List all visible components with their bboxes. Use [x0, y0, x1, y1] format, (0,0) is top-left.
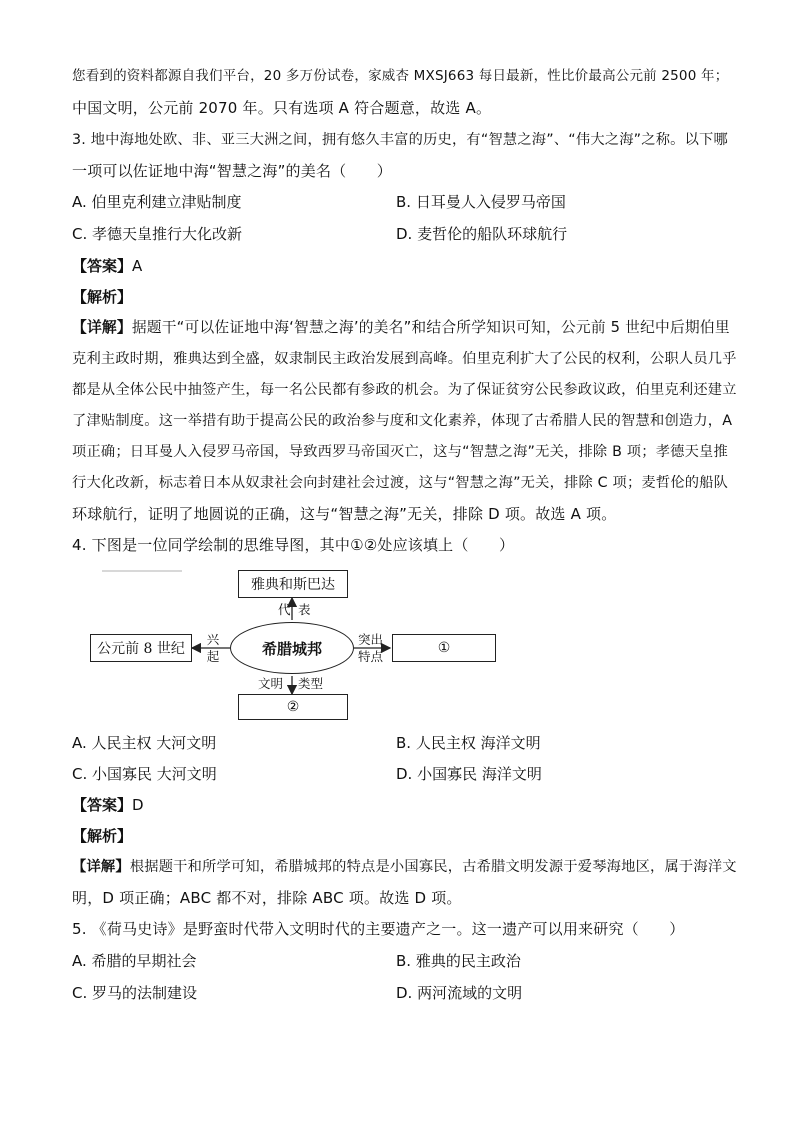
right-label-1: 突出	[358, 632, 384, 647]
q4-analysis-label: 【解析】	[72, 827, 133, 845]
q3-analysis-label: 【解析】	[72, 288, 133, 306]
q3-detail-line-1	[72, 318, 730, 338]
top-box: 雅典和斯巴达	[238, 570, 348, 598]
q3-stem-line-2: 一项可以佐证地中海“智慧之海”的美名（ ）	[72, 162, 392, 180]
q5-option-d: D. 两河流域的文明	[396, 984, 523, 1002]
q4-detail-line-1	[72, 857, 737, 877]
q5-option-c: C. 罗马的法制建设	[72, 984, 198, 1002]
q3-detail-line-4: 了津贴制度。这一举措有助于提高公民的政治参与度和文化素养，体现了古希腊人民的智慧和创造力，A	[72, 413, 733, 429]
left-label-2: 起	[206, 649, 220, 664]
q3-option-b: B. 日耳曼人入侵罗马帝国	[396, 193, 566, 211]
q3-stem-line-1: 3. 地中海地处欧、非、亚三大洲之间，拥有悠久丰富的历史，有“智慧之海”、“伟大之海”之称。以下哪	[72, 132, 728, 148]
q4-stem: 4. 下图是一位同学绘制的思维导图，其中①②处应该填上（ ）	[72, 536, 515, 554]
q3-detail-line-2: 克利主政时期，雅典达到全盛，奴隶制民主政治发展到高峰。伯里克利扩大了公民的权利，公职人员几乎	[72, 351, 737, 367]
q3-detail-line-3: 都是从全体公民中抽签产生，每一名公民都有参政的机会。为了保证贫穷公民参政议政，伯里克利还建立	[72, 382, 737, 398]
q5-option-a: A. 希腊的早期社会	[72, 952, 197, 970]
q3-option-d: D. 麦哲伦的船队环球航行	[396, 225, 568, 243]
left-label-1: 兴	[206, 632, 220, 647]
q3-answer-value: A	[132, 257, 143, 275]
q4-answer-label: 【答案】	[72, 796, 133, 814]
left-box: 公元前 8 世纪	[90, 634, 192, 662]
q3-detail-text-1: 据题干“可以佐证地中海‘智慧之海’的美名”和结合所学知识可知，公元前 5 世纪中后期伯里	[131, 319, 730, 336]
center-ellipse: 希腊城邦	[230, 622, 354, 674]
q3-option-a: A. 伯里克利建立津贴制度	[72, 193, 242, 211]
q3-answer	[72, 256, 142, 276]
q4-detail-line-2: 明，D 项正确；ABC 都不对，排除 ABC 项。故选 D 项。	[72, 889, 462, 907]
q4-mind-map	[72, 560, 512, 730]
q3-detail-line-5: 项正确；日耳曼人入侵罗马帝国，导致西罗马帝国灭亡，这与“智慧之海”无关，排除 B 项；孝德天皇推	[72, 444, 728, 460]
bottom-box-blank-2: ②	[238, 694, 348, 720]
top-label-2: 表	[298, 602, 311, 617]
q3-option-c: C. 孝德天皇推行大化改新	[72, 225, 243, 243]
q4-option-d: D. 小国寡民 海洋文明	[396, 765, 542, 783]
q4-answer-value: D	[132, 796, 144, 814]
bottom-label-1: 文明	[258, 676, 284, 691]
bottom-label-2: 类型	[298, 676, 324, 691]
intro-line-2: 中国文明，公元前 2070 年。只有选项 A 符合题意，故选 A。	[72, 99, 492, 117]
q4-option-b: B. 人民主权 海洋文明	[396, 734, 541, 752]
q3-answer-label: 【答案】	[72, 257, 133, 275]
q5-option-b: B. 雅典的民主政治	[396, 952, 521, 970]
top-label-1: 代	[278, 602, 291, 617]
q3-detail-label: 【详解】	[72, 319, 132, 336]
q4-option-c: C. 小国寡民 大河文明	[72, 765, 217, 783]
q3-detail-line-7: 环球航行，证明了地圆说的正确，这与“智慧之海”无关，排除 D 项。故选 A 项。	[72, 505, 617, 523]
q4-answer	[72, 795, 144, 815]
q3-detail-line-6: 行大化改新，标志着日本从奴隶社会向封建社会过渡，这与“智慧之海”无关，排除 C 项；麦哲伦的船队	[72, 475, 729, 491]
right-label-2: 特点	[358, 649, 384, 664]
intro-line-1: 您看到的资料都源自我们平台，20 多万份试卷，家威杏 MXSJ663 每日最新，性比价最高公元前 2500 年；	[72, 68, 729, 84]
right-box-blank-1: ①	[392, 634, 496, 662]
q5-stem: 5. 《荷马史诗》是野蛮时代带入文明时代的主要遗产之一。这一遗产可以用来研究（ ）	[72, 920, 685, 938]
q4-option-a: A. 人民主权 大河文明	[72, 734, 217, 752]
q4-detail-label: 【详解】	[72, 859, 130, 875]
q4-detail-text-1: 根据题干和所学可知，希腊城邦的特点是小国寡民，古希腊文明发源于爱琴海地区，属于海洋文	[129, 859, 737, 875]
